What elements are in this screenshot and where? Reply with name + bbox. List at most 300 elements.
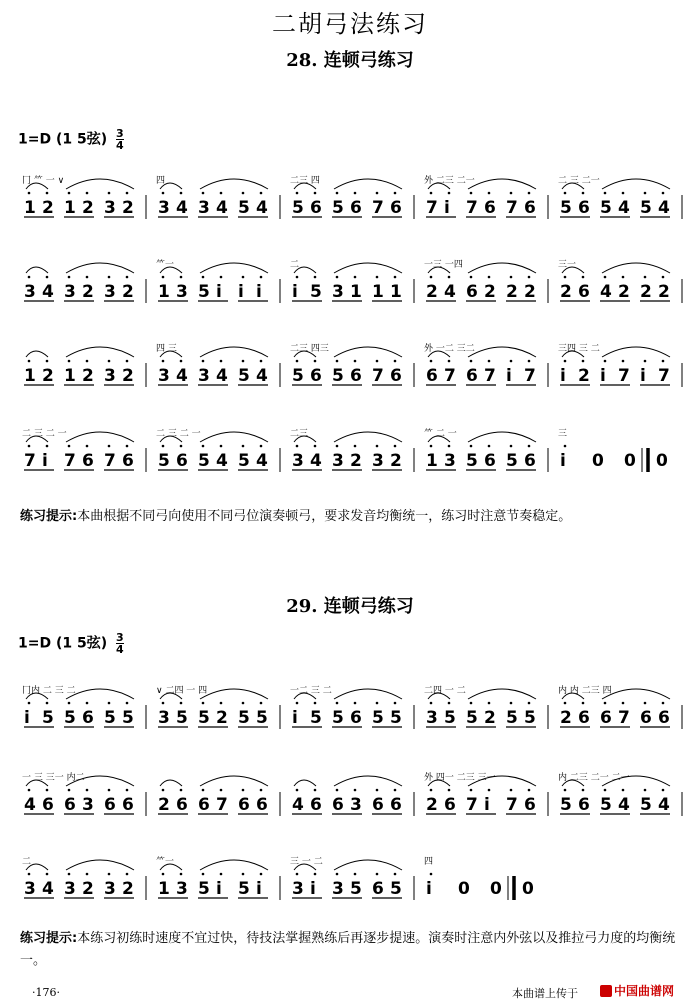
staccato-dot — [180, 445, 183, 448]
staccato-dot — [662, 192, 665, 195]
staccato-dot — [220, 360, 223, 363]
staccato-dot — [662, 276, 665, 279]
staccato-dot — [376, 873, 379, 876]
staccato-dot — [354, 789, 357, 792]
slur — [602, 179, 670, 189]
bowing-marks: 一二 三 二 — [290, 686, 332, 696]
note: 7 — [466, 795, 478, 815]
staccato-dot — [354, 360, 357, 363]
note: 5 — [640, 198, 652, 218]
note: 6 — [176, 451, 188, 471]
note: 4 — [176, 198, 188, 218]
staccato-dot — [448, 445, 451, 448]
staccato-dot — [662, 360, 665, 363]
note: 2 — [82, 366, 94, 386]
bowing-marks: 二 三 二 一 — [156, 429, 201, 439]
staccato-dot — [430, 702, 433, 705]
note: 5 — [238, 198, 250, 218]
note: 6 — [256, 795, 268, 815]
staccato-dot — [376, 360, 379, 363]
upload-note: 本曲谱上传于 — [512, 987, 578, 1000]
staccato-dot — [108, 360, 111, 363]
slur — [468, 347, 536, 357]
staccato-dot — [582, 702, 585, 705]
staccato-dot — [220, 445, 223, 448]
note: 1 — [158, 879, 170, 899]
slur — [602, 689, 670, 699]
bowing-marks: 二 三 二一 — [558, 176, 600, 186]
key-signature: 1=D (1 5弦) — [18, 635, 108, 652]
staccato-dot — [46, 360, 49, 363]
staccato-dot — [564, 192, 567, 195]
note: 3 — [158, 366, 170, 386]
note: 5 — [444, 708, 456, 728]
note: 1 — [426, 451, 438, 471]
staccato-dot — [180, 360, 183, 363]
bowing-marks: 内 内 二三 四 — [558, 686, 612, 696]
staccato-dot — [28, 192, 31, 195]
staccato-dot — [376, 702, 379, 705]
staccato-dot — [488, 360, 491, 363]
bowing-marks: 内 二三 二一 二一 — [558, 773, 630, 783]
staccato-dot — [162, 276, 165, 279]
staccato-dot — [314, 192, 317, 195]
note: 3 — [104, 879, 116, 899]
staccato-dot — [470, 702, 473, 705]
bowing-marks: 外 一二 三二 — [424, 344, 475, 354]
note: 5 — [466, 708, 478, 728]
note: 5 — [524, 708, 536, 728]
staccato-dot — [604, 789, 607, 792]
note: 2 — [426, 282, 438, 302]
staccato-dot — [314, 873, 317, 876]
bowing-marks: 二 — [290, 260, 300, 270]
note: 6 — [658, 708, 670, 728]
note: 2 — [42, 198, 54, 218]
note: 5 — [238, 708, 250, 728]
staccato-dot — [604, 192, 607, 195]
note: 2 — [506, 282, 518, 302]
note: 3 — [158, 198, 170, 218]
staccato-dot — [296, 702, 299, 705]
staccato-dot — [430, 789, 433, 792]
staccato-dot — [488, 789, 491, 792]
staccato-dot — [126, 360, 129, 363]
staccato-dot — [28, 873, 31, 876]
staccato-dot — [202, 445, 205, 448]
note: 6 — [122, 451, 134, 471]
note: 5 — [176, 708, 188, 728]
note: 6 — [238, 795, 250, 815]
note: 6 — [176, 795, 188, 815]
staccato-dot — [394, 445, 397, 448]
page-number: ·176· — [32, 986, 60, 999]
staccato-dot — [394, 702, 397, 705]
tip-text: 本练习初练时速度不宜过快，待技法掌握熟练后再逐步提速。演奏时注意内外弦以及推拉弓力度的均衡统一。 — [20, 931, 676, 968]
note: 1 — [64, 366, 76, 386]
note: 5 — [238, 451, 250, 471]
note: 7 — [506, 198, 518, 218]
note: i — [484, 795, 490, 815]
page-title: 二胡弓法练习 — [272, 10, 428, 38]
note: 6 — [372, 879, 384, 899]
note: 6 — [350, 708, 362, 728]
staccato-dot — [564, 702, 567, 705]
bowing-marks: 四 三 — [156, 344, 177, 354]
staccato-dot — [662, 789, 665, 792]
slur — [602, 347, 670, 357]
note: 5 — [198, 451, 210, 471]
note: 5 — [390, 879, 402, 899]
note: 6 — [372, 795, 384, 815]
staccato-dot — [108, 702, 111, 705]
note: 2 — [560, 708, 572, 728]
note: 6 — [82, 451, 94, 471]
note: 3 — [426, 708, 438, 728]
note: 3 — [372, 451, 384, 471]
note: 2 — [658, 282, 670, 302]
staccato-dot — [430, 276, 433, 279]
staccato-dot — [430, 445, 433, 448]
note: 5 — [292, 198, 304, 218]
staccato-dot — [644, 276, 647, 279]
note: 5 — [506, 708, 518, 728]
staccato-dot — [28, 445, 31, 448]
note: 7 — [104, 451, 116, 471]
note: 5 — [560, 795, 572, 815]
bowing-marks: 三 一 二 — [290, 857, 323, 867]
note: 6 — [524, 451, 536, 471]
staccato-dot — [510, 360, 513, 363]
bowing-marks: 一三 一四 — [424, 260, 463, 270]
staccato-dot — [564, 789, 567, 792]
staccato-dot — [242, 445, 245, 448]
staccato-dot — [376, 445, 379, 448]
staccato-dot — [220, 702, 223, 705]
staccato-dot — [528, 445, 531, 448]
bowing-marks: ⺮一 — [156, 857, 175, 867]
note: i — [292, 282, 298, 302]
note: 7 — [64, 451, 76, 471]
staccato-dot — [296, 192, 299, 195]
note: 1 — [24, 198, 36, 218]
note: 6 — [390, 198, 402, 218]
exercise-28-title: 28. 连顿弓练习 — [286, 50, 414, 71]
note: i — [216, 282, 222, 302]
staccato-dot — [314, 702, 317, 705]
staccato-dot — [108, 192, 111, 195]
staccato-dot — [180, 276, 183, 279]
note: 2 — [42, 366, 54, 386]
bowing-marks: 三一 — [558, 260, 577, 270]
staccato-dot — [86, 873, 89, 876]
staccato-dot — [314, 789, 317, 792]
staccato-dot — [470, 192, 473, 195]
note: 3 — [158, 708, 170, 728]
note: 5 — [600, 795, 612, 815]
note: 5 — [640, 795, 652, 815]
bowing-marks: ⺮ 二 一 — [424, 429, 457, 439]
staccato-dot — [260, 445, 263, 448]
exercise-29-tip — [20, 928, 680, 972]
staccato-dot — [202, 192, 205, 195]
note: 4 — [256, 451, 268, 471]
note: 5 — [466, 451, 478, 471]
note: 5 — [198, 708, 210, 728]
staccato-dot — [430, 360, 433, 363]
slur — [66, 860, 134, 870]
note: 4 — [42, 282, 54, 302]
note: 4 — [176, 366, 188, 386]
note: i — [640, 366, 646, 386]
note: 4 — [256, 198, 268, 218]
note: 5 — [332, 366, 344, 386]
bowing-marks: 二三 四三 — [290, 344, 329, 354]
staccato-dot — [68, 360, 71, 363]
note: 6 — [578, 282, 590, 302]
note: 6 — [524, 795, 536, 815]
note: 5 — [198, 879, 210, 899]
note: 3 — [64, 282, 76, 302]
note: 7 — [466, 198, 478, 218]
slur — [200, 776, 268, 786]
staccato-dot — [162, 873, 165, 876]
staccato-dot — [662, 702, 665, 705]
note: 5 — [390, 708, 402, 728]
staccato-dot — [394, 360, 397, 363]
note: 4 — [658, 198, 670, 218]
note: 5 — [292, 366, 304, 386]
slur — [294, 780, 316, 786]
note: i — [292, 708, 298, 728]
note: 6 — [640, 708, 652, 728]
note: 5 — [310, 708, 322, 728]
staccato-dot — [260, 276, 263, 279]
slur — [468, 689, 536, 699]
note: i — [600, 366, 606, 386]
staccato-dot — [448, 276, 451, 279]
staccato-dot — [180, 702, 183, 705]
slur — [602, 263, 670, 273]
note: 3 — [292, 451, 304, 471]
note: 2 — [578, 366, 590, 386]
slur — [66, 347, 134, 357]
staccato-dot — [46, 873, 49, 876]
slur — [66, 263, 134, 273]
note: 6 — [390, 795, 402, 815]
note: 7 — [444, 366, 456, 386]
note: 5 — [238, 879, 250, 899]
tip-text: 本曲根据不同弓向使用不同弓位演奏顿弓，要求发音均衡统一，练习时注意节奏稳定。 — [77, 509, 572, 524]
note: 5 — [198, 282, 210, 302]
note: 7 — [506, 795, 518, 815]
staccato-dot — [336, 276, 339, 279]
staccato-dot — [394, 192, 397, 195]
staccato-dot — [108, 789, 111, 792]
note: i — [506, 366, 512, 386]
note: 3 — [350, 795, 362, 815]
note: 3 — [332, 451, 344, 471]
staccato-dot — [354, 873, 357, 876]
staccato-dot — [644, 192, 647, 195]
note: 6 — [600, 708, 612, 728]
note: 2 — [122, 282, 134, 302]
staccato-dot — [162, 789, 165, 792]
staccato-dot — [260, 873, 263, 876]
note: 5 — [600, 198, 612, 218]
slur — [66, 432, 134, 442]
note: 2 — [122, 879, 134, 899]
note: 3 — [24, 282, 36, 302]
note: i — [310, 879, 316, 899]
note: 5 — [332, 198, 344, 218]
staccato-dot — [126, 192, 129, 195]
staccato-dot — [242, 192, 245, 195]
note: 6 — [82, 708, 94, 728]
staccato-dot — [430, 873, 433, 876]
note: 3 — [176, 282, 188, 302]
note: i — [426, 879, 432, 899]
staccato-dot — [202, 873, 205, 876]
staccato-dot — [564, 445, 567, 448]
bowing-marks: 冂 ⺮ 一 ∨ — [22, 176, 65, 186]
note: i — [256, 282, 262, 302]
note: 6 — [42, 795, 54, 815]
tip-label: 练习提示: — [20, 509, 78, 524]
note: 4 — [618, 198, 630, 218]
staccato-dot — [260, 360, 263, 363]
staccato-dot — [582, 360, 585, 363]
staccato-dot — [260, 702, 263, 705]
note: i — [560, 451, 566, 471]
staccato-dot — [296, 360, 299, 363]
note: 5 — [256, 708, 268, 728]
staccato-dot — [242, 276, 245, 279]
note: 0 — [592, 451, 604, 471]
note: 7 — [658, 366, 670, 386]
note: 2 — [390, 451, 402, 471]
staccato-dot — [126, 445, 129, 448]
note: 6 — [578, 198, 590, 218]
staccato-dot — [582, 789, 585, 792]
staccato-dot — [242, 873, 245, 876]
staccato-dot — [220, 276, 223, 279]
note: 3 — [292, 879, 304, 899]
staccato-dot — [336, 360, 339, 363]
staccato-dot — [528, 276, 531, 279]
site-logo-text: 中国曲谱网 — [614, 984, 675, 998]
note: 6 — [64, 795, 76, 815]
staccato-dot — [510, 192, 513, 195]
staccato-dot — [604, 360, 607, 363]
note: 2 — [426, 795, 438, 815]
staccato-dot — [202, 360, 205, 363]
note: 5 — [310, 282, 322, 302]
note: 6 — [466, 282, 478, 302]
staccato-dot — [314, 360, 317, 363]
staccato-dot — [448, 702, 451, 705]
note: 7 — [426, 198, 438, 218]
note: 2 — [618, 282, 630, 302]
time-signature: $\frac{3}{4}$ — [116, 631, 124, 656]
note: 4 — [42, 879, 54, 899]
slur — [334, 179, 402, 189]
bowing-marks: ⺮一 — [156, 260, 175, 270]
staccato-dot — [260, 789, 263, 792]
note: 1 — [24, 366, 36, 386]
bowing-marks: 二四 一 二 — [424, 686, 466, 696]
staccato-dot — [46, 276, 49, 279]
bowing-marks: 四 — [424, 857, 434, 867]
note: 6 — [310, 795, 322, 815]
staccato-dot — [622, 702, 625, 705]
staccato-dot — [220, 873, 223, 876]
staccato-dot — [354, 192, 357, 195]
note: 3 — [332, 282, 344, 302]
bowing-marks: 二三 四 — [290, 176, 320, 186]
note: 5 — [158, 451, 170, 471]
staccato-dot — [376, 276, 379, 279]
staccato-dot — [528, 702, 531, 705]
note: 5 — [122, 708, 134, 728]
slur — [334, 347, 402, 357]
staccato-dot — [46, 702, 49, 705]
staccato-dot — [488, 702, 491, 705]
staccato-dot — [336, 702, 339, 705]
staccato-dot — [162, 192, 165, 195]
note: 6 — [578, 708, 590, 728]
note: 7 — [372, 198, 384, 218]
staccato-dot — [220, 789, 223, 792]
staccato-dot — [528, 789, 531, 792]
note: 2 — [524, 282, 536, 302]
bowing-marks: 二 三 二 一 — [22, 429, 67, 439]
staccato-dot — [314, 445, 317, 448]
bowing-marks: 外 二三 二一 — [424, 176, 475, 186]
note: 3 — [104, 366, 116, 386]
note: 2 — [82, 282, 94, 302]
note: 5 — [350, 879, 362, 899]
note: 0 — [490, 879, 502, 899]
note: 0 — [656, 451, 668, 471]
staccato-dot — [564, 276, 567, 279]
staccato-dot — [202, 789, 205, 792]
staccato-dot — [68, 192, 71, 195]
slur — [334, 432, 402, 442]
staccato-dot — [180, 789, 183, 792]
slur — [26, 351, 48, 357]
note: i — [216, 879, 222, 899]
staccato-dot — [126, 789, 129, 792]
note: 3 — [104, 198, 116, 218]
staccato-dot — [86, 789, 89, 792]
note: 6 — [310, 366, 322, 386]
note: 2 — [158, 795, 170, 815]
slur — [200, 179, 268, 189]
staccato-dot — [202, 702, 205, 705]
note: 6 — [444, 795, 456, 815]
staccato-dot — [510, 276, 513, 279]
note: i — [444, 198, 450, 218]
note: 5 — [64, 708, 76, 728]
staccato-dot — [510, 789, 513, 792]
note: 6 — [122, 795, 134, 815]
staccato-dot — [242, 789, 245, 792]
note: 4 — [216, 198, 228, 218]
key-signature: 1=D (1 5弦) — [18, 131, 108, 148]
note: 2 — [216, 708, 228, 728]
staccato-dot — [394, 276, 397, 279]
